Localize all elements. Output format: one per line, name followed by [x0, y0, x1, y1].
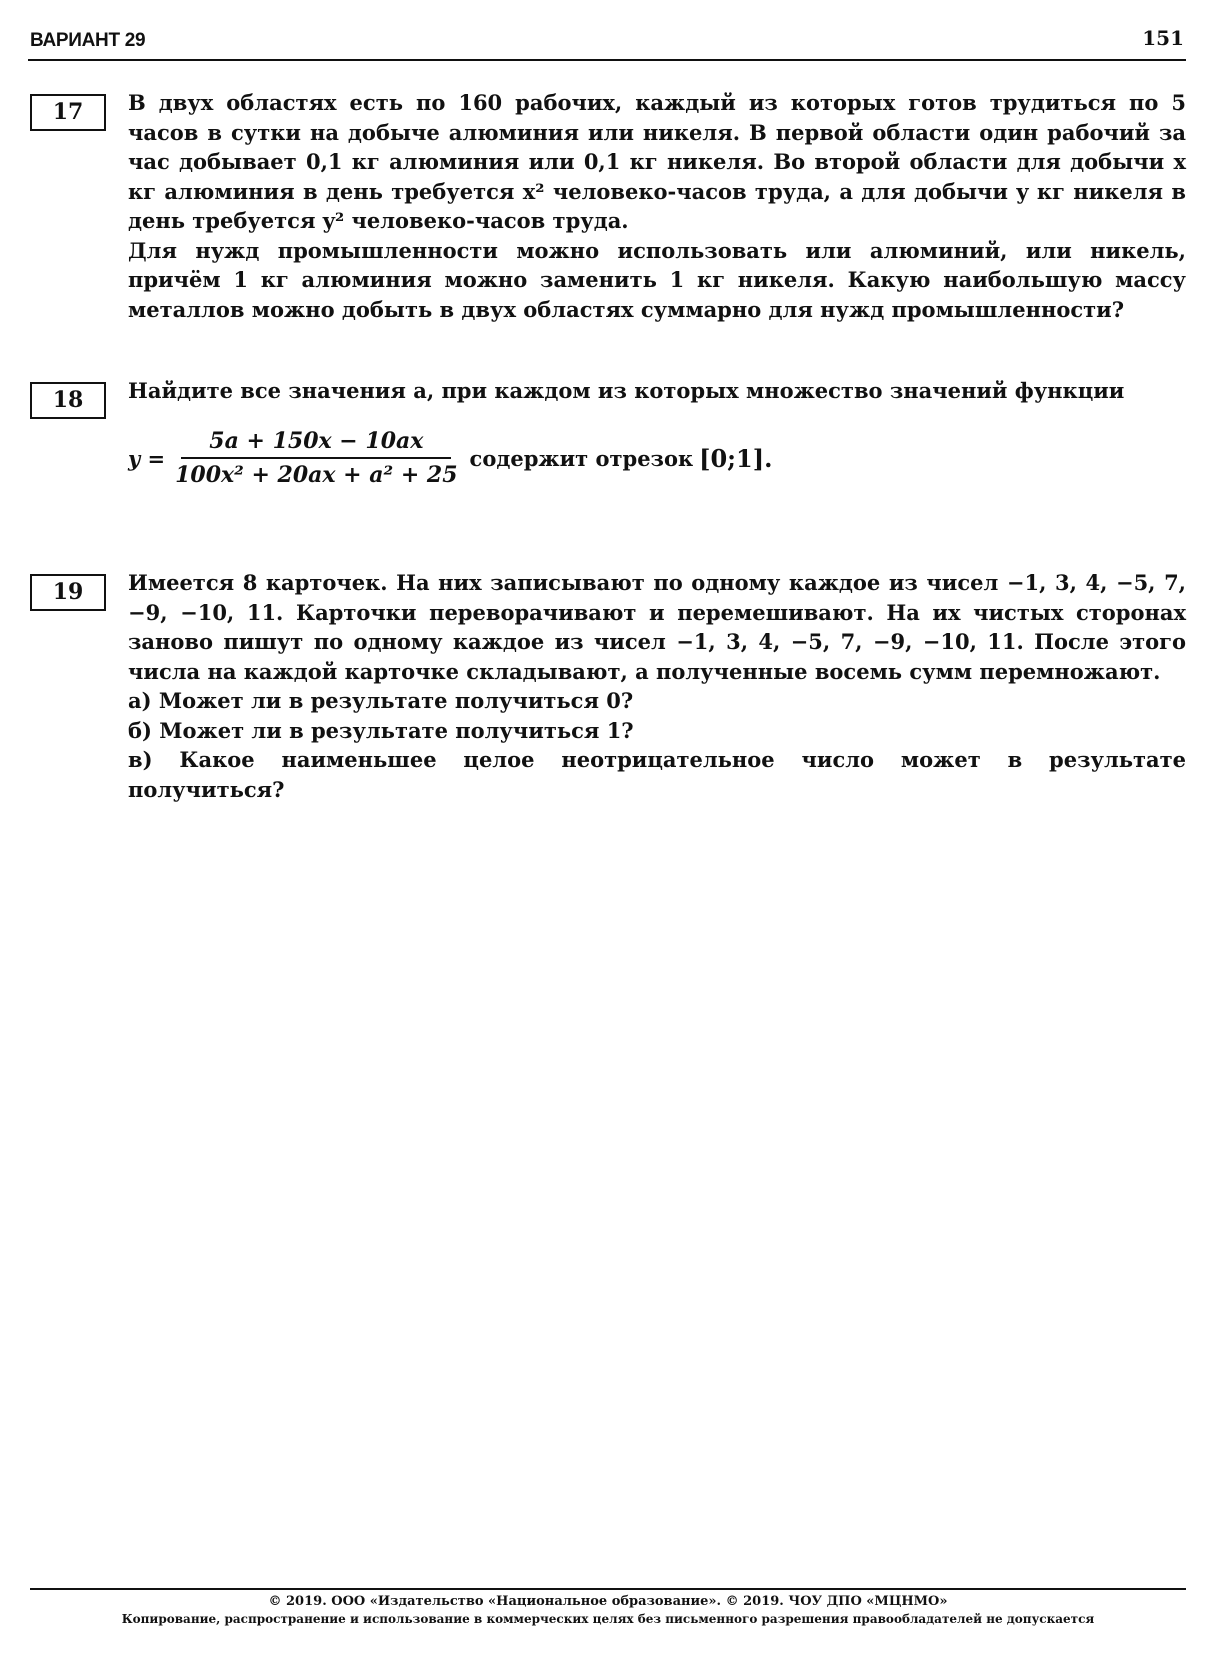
- task-19-number: 19: [30, 574, 106, 611]
- task-18-formula: [128, 428, 772, 488]
- footer-notice: Копирование, распространение и использование в коммерческих целях без письменного разрешения правообладателей не допускается: [121, 1612, 1095, 1626]
- task-19-part-b: б) Может ли в результате получиться 1?: [128, 717, 634, 743]
- task-19-part-a: а) Может ли в результате получиться 0?: [128, 688, 634, 713]
- header-divider: [28, 59, 1186, 61]
- task-19-text: [128, 568, 1186, 804]
- footer-divider: [30, 1588, 1186, 1590]
- task-17-paragraph-2: Для нужд промышленности можно использовать или алюминий, или никель, причём 1 кг алюминия можно заменить 1 кг никеля. Какую наибольшую массу металлов можно добыть в двух областях суммарно для нужд промышленности?: [128, 237, 1186, 322]
- formula-lhs: y =: [128, 445, 166, 471]
- formula-fraction: [175, 428, 457, 488]
- task-17-text: [128, 88, 1186, 324]
- task-17-paragraph-1: В двух областях есть по 160 рабочих, каждый из которых готов трудиться по 5 часов в сутки на добыче алюминия или никеля. В первой области один рабочий за час добывает 0,1 кг алюминия или 0,1 кг никеля. Во второй области для добычи x кг алюминия в день требуется x² человеко-часов труда, а для добычи y кг никеля в день требуется y² человеко-часов труда.: [128, 90, 1186, 233]
- variant-title: ВАРИАНТ 29: [30, 30, 146, 51]
- formula-tail: содержит отрезок: [469, 445, 694, 471]
- formula-interval: [0;1].: [699, 443, 773, 473]
- task-19-part-c: в) Какое наименьшее целое неотрицательное число может в результате получиться?: [128, 747, 1186, 802]
- task-18-intro: Найдите все значения a, при каждом из которых множество значений функции: [128, 378, 1125, 403]
- task-19-paragraph-1: Имеется 8 карточек. На них записывают по одному каждое из чисел −1, 3, 4, −5, 7, −9, −10, 11. Карточки переворачивают и перемешивают. На их чистых сторонах заново пишут по одному каждое из чисел −1, 3, 4, −5, 7, −9, −10, 11. После этого числа на каждой карточке складывают, а полученные восемь сумм перемножают.: [128, 570, 1186, 684]
- footer-copyright: © 2019. ООО «Издательство «Национальное образование». © 2019. ЧОУ ДПО «МЦНМО»: [268, 1594, 948, 1609]
- page-number: 151: [1142, 26, 1184, 50]
- task-17-number: 17: [30, 94, 106, 131]
- formula-numerator: 5a + 150x − 10ax: [209, 428, 424, 454]
- task-18-number: 18: [30, 382, 106, 419]
- formula-denominator: 100x² + 20ax + a² + 25: [175, 462, 458, 488]
